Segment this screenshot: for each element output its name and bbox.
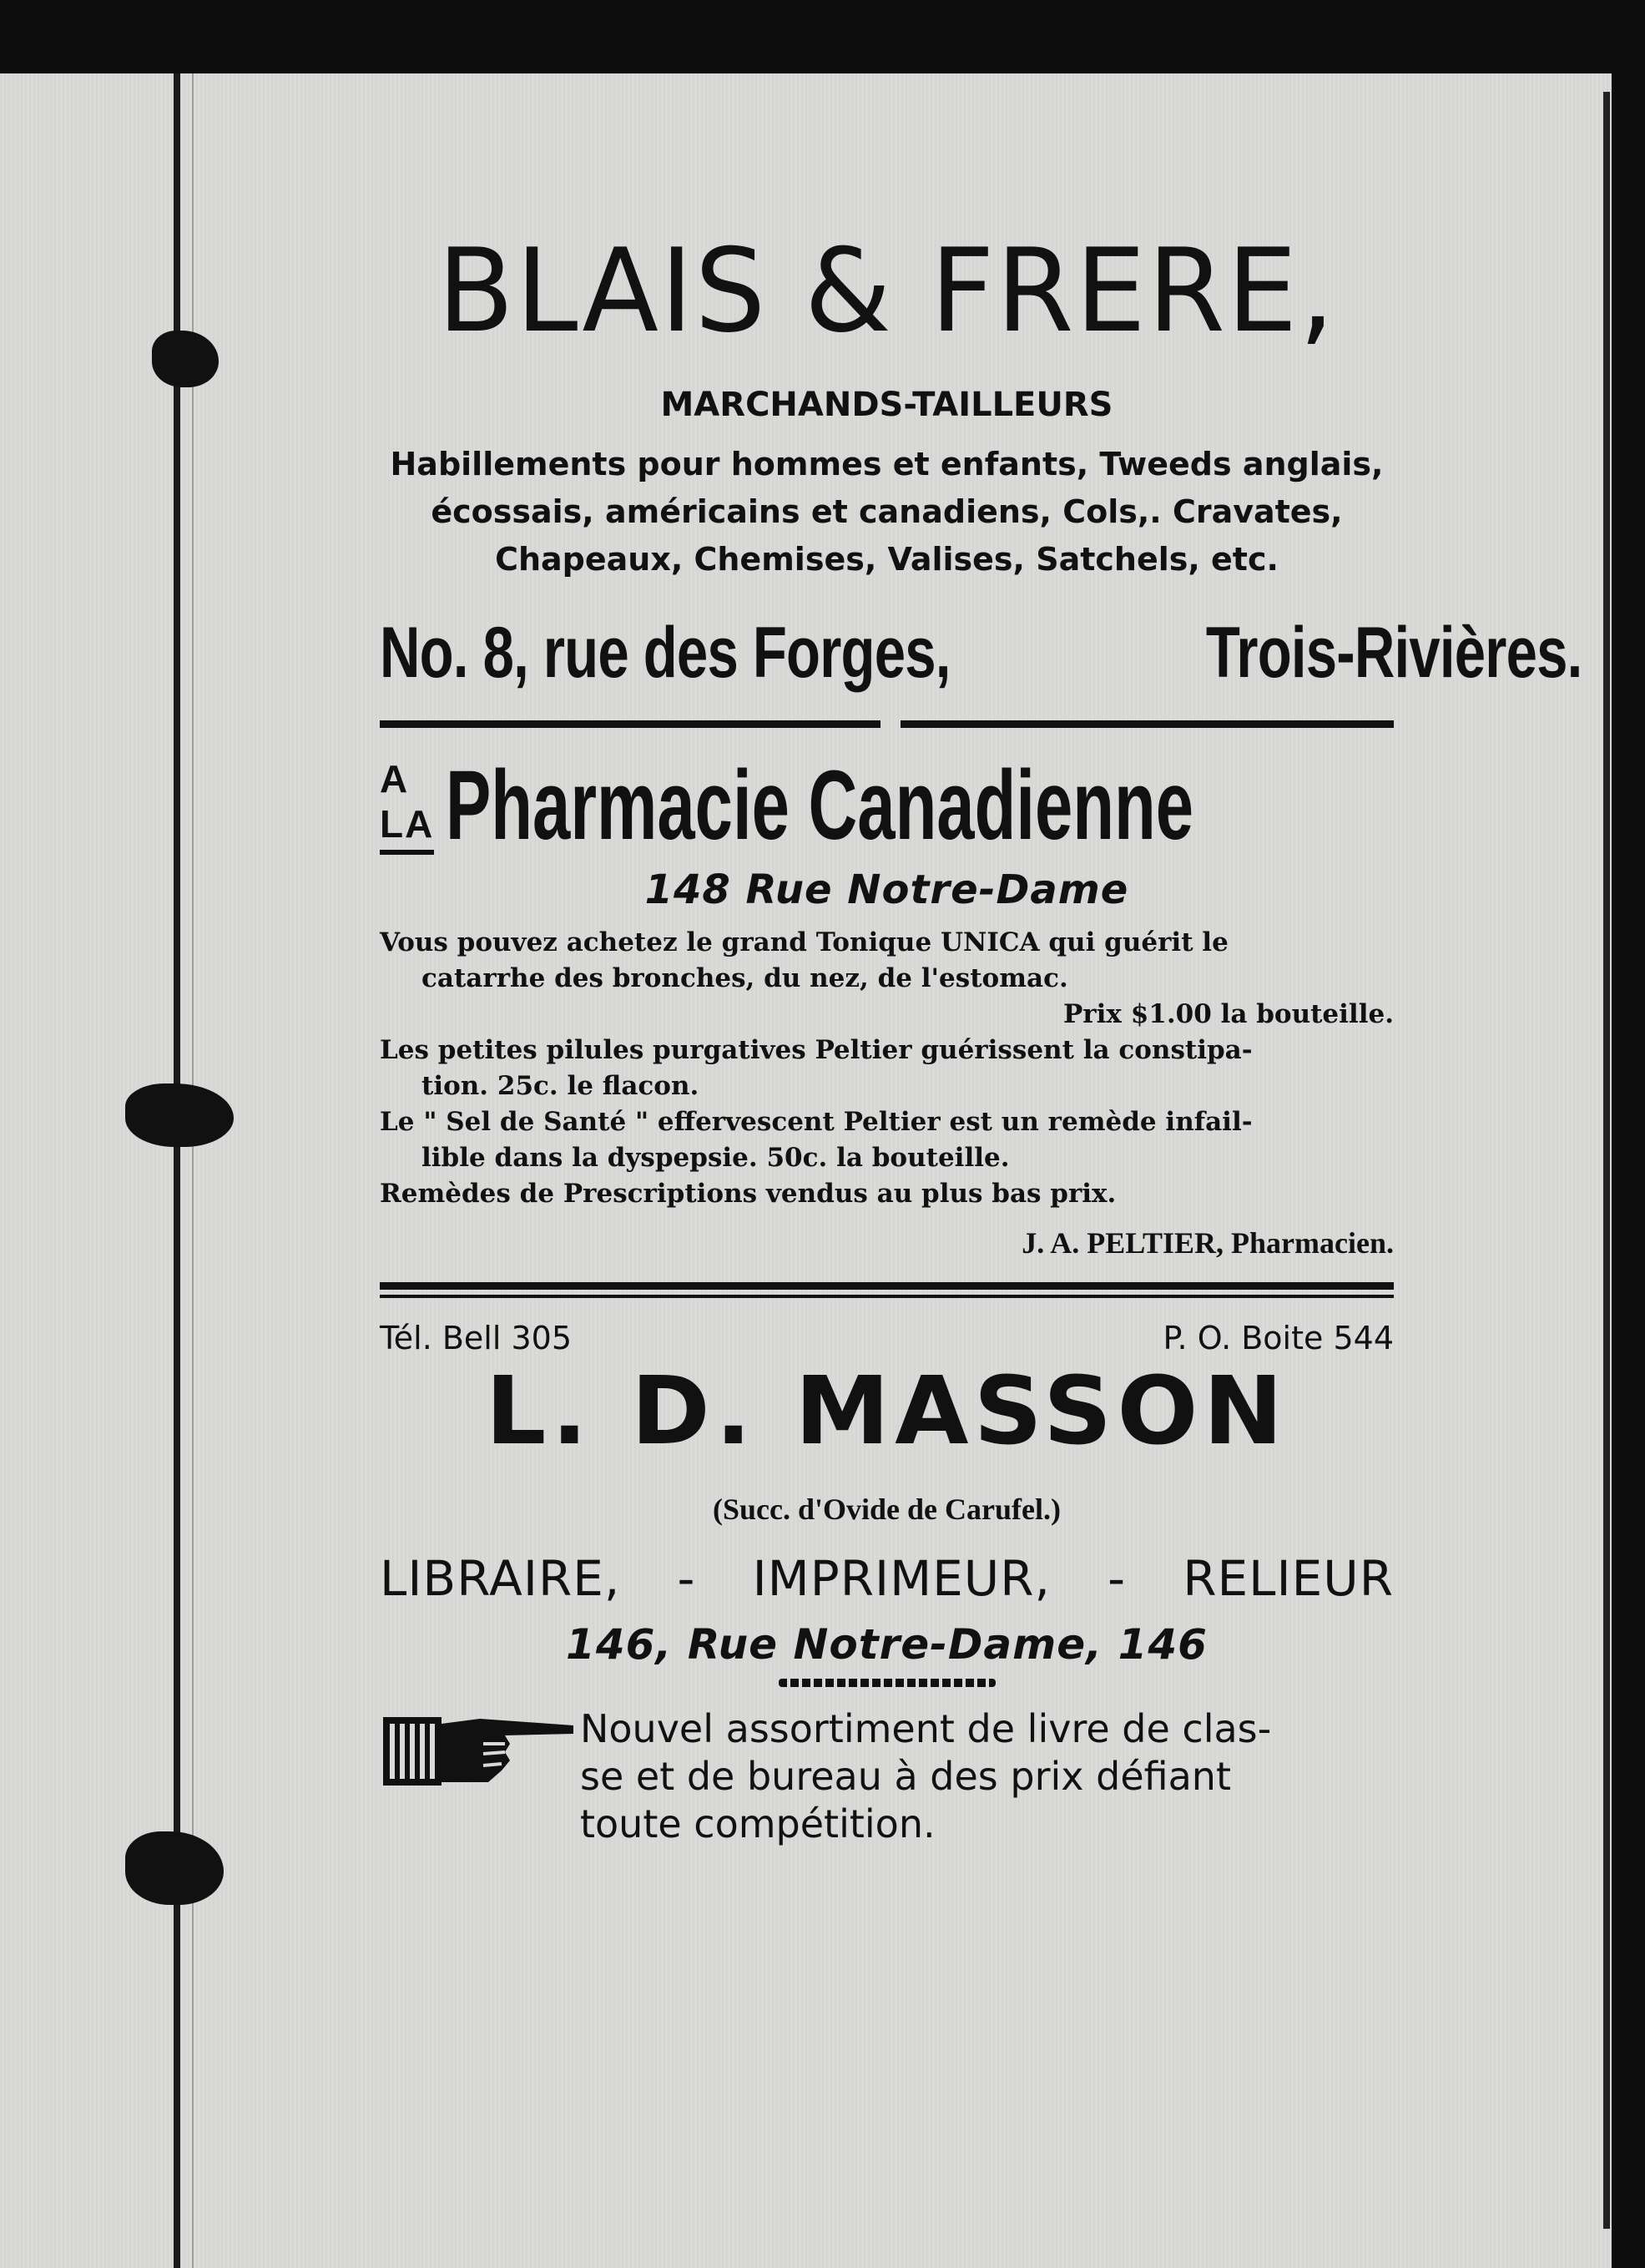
page-right-edge [1603, 92, 1610, 2229]
trade-imprimeur: IMPRIMEUR, [752, 1550, 1051, 1607]
po-box: P. O. Boite 544 [1163, 1320, 1394, 1356]
divider-rule [901, 720, 1394, 728]
divider-rule [380, 720, 881, 728]
price-line: Prix $1.00 la bouteille. [1063, 999, 1394, 1029]
pharmacie-body [380, 925, 1394, 1212]
blais-frere-address [380, 613, 1582, 693]
binding-shadow [192, 73, 194, 2268]
masson-address: 146, Rue Notre-Dame, 146 [566, 1620, 1208, 1669]
trade-separator: - [677, 1550, 696, 1607]
section-divider [380, 720, 1394, 728]
body-line: lible dans la dyspepsie. 50c. la bouteille. [421, 1143, 1010, 1173]
description-line: écossais, américains et canadiens, Cols,. Cravates, [431, 493, 1343, 530]
body-line: tion. 25c. le flacon. [421, 1071, 699, 1101]
notice-line: Nouvel assortiment de livre de clas- [580, 1706, 1272, 1751]
description-line: Habillements pour hommes et enfants, Tweeds anglais, [390, 446, 1384, 482]
body-line: Les petites pilules purgatives Peltier guérissent la constipa- [380, 1035, 1253, 1065]
pharmacie-address: 148 Rue Notre-Dame [644, 866, 1129, 913]
divider-rule [380, 1282, 1394, 1290]
masson-name: L. D. MASSON [485, 1357, 1289, 1466]
ornament-divider [779, 1679, 996, 1687]
advertisement-page [380, 175, 1582, 1848]
notice-line: se et de bureau à des prix défiant [580, 1754, 1231, 1799]
section-divider [380, 1282, 1394, 1298]
street-address: No. 8, rue des Forges, [380, 613, 951, 693]
scan-right-border [1612, 0, 1645, 2268]
pharmacie-heading [380, 750, 1394, 861]
binding-line [174, 73, 180, 2268]
telephone: Tél. Bell 305 [380, 1320, 573, 1356]
body-line: Le " Sel de Santé " effervescent Peltier est un remède infail- [380, 1107, 1253, 1137]
divider-rule [380, 1295, 1394, 1298]
masson-trades [380, 1550, 1394, 1607]
blais-frere-name: BLAIS & FRERE, [437, 224, 1336, 358]
pointing-hand-icon [380, 1705, 580, 1797]
blais-frere-subtitle: MARCHANDS-TAILLEURS [660, 386, 1113, 424]
masson-successor: (Succ. d'Ovide de Carufel.) [713, 1493, 1061, 1526]
body-line: Remèdes de Prescriptions vendus au plus bas prix. [380, 1179, 1117, 1209]
pharmacie-title: Pharmacie Canadienne [446, 750, 1194, 861]
notice-text [580, 1705, 1271, 1848]
notice-line: toute compétition. [580, 1801, 936, 1846]
trade-relieur: RELIEUR [1183, 1550, 1394, 1607]
pharmacie-canadienne-ad [380, 750, 1394, 1260]
city: Trois-Rivières. [1205, 613, 1582, 693]
pharmacie-prefix: A LA [380, 756, 434, 855]
body-line: Vous pouvez achetez le grand Tonique UNICA qui guérit le [380, 927, 1229, 957]
blais-frere-ad [380, 224, 1582, 693]
pharmacie-signature: J. A. PELTIER, Pharmacien. [1022, 1226, 1394, 1260]
masson-ad [380, 1320, 1394, 1848]
masson-notice [380, 1705, 1394, 1848]
body-line: catarrhe des bronches, du nez, de l'estomac. [421, 963, 1068, 993]
blais-frere-description [380, 441, 1394, 583]
description-line: Chapeaux, Chemises, Valises, Satchels, etc. [495, 541, 1279, 578]
trade-libraire: LIBRAIRE, [380, 1550, 621, 1607]
scan-top-border [0, 0, 1645, 77]
trade-separator: - [1108, 1550, 1127, 1607]
masson-contact-row [380, 1320, 1394, 1356]
